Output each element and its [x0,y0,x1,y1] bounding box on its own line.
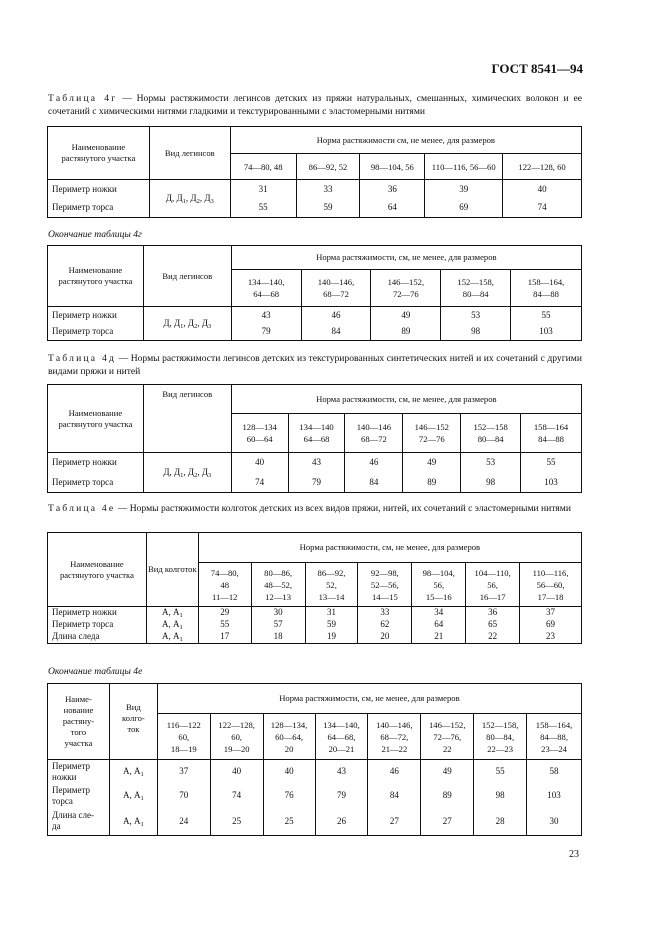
value-cell: 84 [368,784,421,808]
header-kind: Вид колготок [146,533,198,607]
header-norm: Норма растяжимости, см, не менее, для размеров [231,385,581,414]
value-cell: 31 [305,607,358,619]
size-header: 86—92, 52, 13—14 [305,563,358,607]
value-cell: 74 [503,199,582,218]
value-cell: 59 [296,199,360,218]
value-cell: 103 [511,324,582,341]
size-header: 110—116, 56—60 [425,154,503,180]
value-cell: 27 [421,808,474,836]
value-cell: 33 [296,180,360,199]
value-cell: 49 [371,307,441,324]
value-cell: 84 [301,324,371,341]
document-header: ГОСТ 8541—94 [491,61,583,76]
value-cell: 69 [520,619,582,631]
row-label: Длина сле- да [48,808,110,836]
row-label: Периметр ножки [48,180,150,199]
size-header: 128—134 60—64 [231,414,288,453]
size-header: 140—146 68—72 [345,414,403,453]
row-label: Периметр торса [48,784,110,808]
value-cell: 27 [368,808,421,836]
row-label: Периметр ножки [48,607,147,619]
value-cell: 79 [288,473,345,493]
size-header: 80—86, 48—52, 12—13 [251,563,305,607]
value-cell: 40 [210,760,263,784]
value-cell: 89 [403,473,461,493]
page-number: 23 [569,849,579,860]
value-cell: 58 [527,760,582,784]
value-cell: 17 [198,631,251,644]
value-cell: 39 [425,180,503,199]
value-cell: 62 [358,619,412,631]
value-cell: 20 [358,631,412,644]
value-cell: 37 [520,607,582,619]
kind-cell: А, $А_1$ [146,631,198,644]
value-cell: 103 [521,473,582,493]
value-cell: 103 [527,784,582,808]
value-cell: 21 [412,631,466,644]
header-norm: Норма растяжимости, см, не менее, для размеров [231,246,581,270]
header-norm: Норма растяжимости, см, не менее, для размеров [198,533,581,563]
value-cell: 26 [315,808,368,836]
row-label: Периметр торса [48,473,144,493]
value-cell: 40 [231,453,288,473]
header-part: Наименование растянутого участка [48,385,144,453]
size-header: 140—146, 68—72, 21—22 [368,714,421,760]
table-4d-caption [48,353,582,378]
kind-cell: А, $А_1$ [146,619,198,631]
header-kind: Вид легинсов [143,246,231,307]
table-4e-title: — Нормы растяжимости колготок детских из всех видов пряжи, нитей, их сочетаний с эластомерными нитями [115,503,571,514]
value-cell: 43 [231,307,301,324]
value-cell: 34 [412,607,466,619]
table-4g-title: — Нормы растяжимости легинсов детских из пряжи натуральных, смешанных, химических волокон и ее сочетаний с химическими нитями гладкими и текстурированными с эластомерными нитями [48,93,582,117]
size-header: 140—146, 68—72 [301,270,371,307]
value-cell: 28 [474,808,527,836]
value-cell: 74 [210,784,263,808]
value-cell: 49 [421,760,474,784]
size-header: 158—164 84—88 [521,414,582,453]
size-header: 134—140, 64—68 [231,270,301,307]
value-cell: 23 [520,631,582,644]
value-cell: 76 [263,784,315,808]
value-cell: 46 [345,453,403,473]
size-header: 146—152, 72—76, 22 [421,714,474,760]
table-4e-caption [48,503,582,516]
table-4g [47,126,582,218]
value-cell: 57 [251,619,305,631]
row-label: Периметр торса [48,324,144,341]
kind-cell: Д, $Д_1$, $Д_2$, $Д_3$ [143,307,231,341]
value-cell: 98 [461,473,521,493]
header-norm: Норма растяжимости, см, не менее, для размеров [157,684,581,714]
value-cell: 74 [231,473,288,493]
value-cell: 55 [511,307,582,324]
row-label: Периметр ножки [48,760,110,784]
value-cell: 98 [474,784,527,808]
kind-cell: Д, $Д_1$, $Д_2$, $Д_3$ [149,180,230,218]
row-label: Периметр ножки [48,307,144,324]
value-cell: 79 [231,324,301,341]
value-cell: 98 [441,324,511,341]
size-header: 98—104, 56 [360,154,425,180]
size-header: 146—152 72—76 [403,414,461,453]
value-cell: 24 [157,808,210,836]
header-part: Наименование растянутого участка [48,127,150,180]
value-cell: 25 [263,808,315,836]
value-cell: 79 [315,784,368,808]
table-4d-title: — Нормы растяжимости легинсов детских из текстурированных синтетических нитей и их сочетаний с другими видами пряжи и нитей [48,353,582,377]
header-part: Наименование растянутого участка [48,246,144,307]
table-4d-number: Таблица 4д [48,353,117,364]
size-header: 110—116, 56—60, 17—18 [520,563,582,607]
row-label: Длина следа [48,631,147,644]
value-cell: 59 [305,619,358,631]
size-header: 134—140 64—68 [288,414,345,453]
size-header: 92—98, 52—56, 14—15 [358,563,412,607]
value-cell: 70 [157,784,210,808]
row-label: Периметр ножки [48,453,144,473]
size-header: 74—80, 48 11—12 [198,563,251,607]
value-cell: 43 [315,760,368,784]
header-kind: Вид легинсов [143,385,231,453]
table-4g-number: Таблица 4г [48,93,118,104]
row-label: Периметр торса [48,619,147,631]
size-header: 158—164, 84—88 [511,270,582,307]
value-cell: 31 [230,180,296,199]
value-cell: 46 [301,307,371,324]
value-cell: 65 [466,619,520,631]
value-cell: 89 [371,324,441,341]
value-cell: 89 [421,784,474,808]
table-4e-end [47,683,582,836]
value-cell: 19 [305,631,358,644]
value-cell: 36 [466,607,520,619]
size-header: 152—158, 80—84 [441,270,511,307]
value-cell: 55 [230,199,296,218]
table-4d [47,384,582,493]
size-header: 152—158, 80—84, 22—23 [474,714,527,760]
kind-cell: А, $А_1$ [146,607,198,619]
value-cell: 40 [503,180,582,199]
header-kind: Вид колго- ток [109,684,157,760]
header-part: Наименование растянутого участка [48,533,147,607]
kind-cell: А, $А_1$ [109,784,157,808]
value-cell: 29 [198,607,251,619]
value-cell: 30 [527,808,582,836]
kind-cell: А, $А_1$ [109,808,157,836]
value-cell: 43 [288,453,345,473]
header-norm: Норма растяжимости см, не менее, для размеров [230,127,581,154]
size-header: 116—122 60, 18—19 [157,714,210,760]
table-4e-continuation-title: Окончание таблицы 4е [48,666,143,677]
value-cell: 49 [403,453,461,473]
size-header: 158—164, 84—88, 23—24 [527,714,582,760]
value-cell: 37 [157,760,210,784]
kind-cell: А, $А_1$ [109,760,157,784]
size-header: 122—128, 60, 19—20 [210,714,263,760]
size-header: 152—158 80—84 [461,414,521,453]
size-header: 98—104, 56, 15—16 [412,563,466,607]
value-cell: 55 [521,453,582,473]
value-cell: 36 [360,180,425,199]
size-header: 146—152, 72—76 [371,270,441,307]
value-cell: 64 [360,199,425,218]
value-cell: 22 [466,631,520,644]
value-cell: 55 [474,760,527,784]
kind-cell: Д, $Д_1$, $Д_2$, $Д_3$ [143,453,231,493]
value-cell: 84 [345,473,403,493]
size-header: 104—110, 56, 16—17 [466,563,520,607]
value-cell: 46 [368,760,421,784]
header-part: Наиме- нование растяну- того участка [48,684,110,760]
value-cell: 25 [210,808,263,836]
table-4e [47,532,582,644]
size-header: 74—80, 48 [230,154,296,180]
size-header: 86—92, 52 [296,154,360,180]
row-label: Периметр торса [48,199,150,218]
value-cell: 30 [251,607,305,619]
header-kind: Вид легинсов [149,127,230,180]
value-cell: 53 [461,453,521,473]
table-4g-end [47,245,582,341]
value-cell: 53 [441,307,511,324]
table-4g-continuation-title: Окончание таблицы 4г [48,229,142,240]
size-header: 122—128, 60 [503,154,582,180]
value-cell: 64 [412,619,466,631]
table-4e-number: Таблица 4е [48,503,116,514]
value-cell: 33 [358,607,412,619]
value-cell: 40 [263,760,315,784]
table-4g-caption [48,93,582,118]
size-header: 134—140, 64—68, 20—21 [315,714,368,760]
size-header: 128—134, 60—64, 20 [263,714,315,760]
value-cell: 18 [251,631,305,644]
value-cell: 69 [425,199,503,218]
value-cell: 55 [198,619,251,631]
